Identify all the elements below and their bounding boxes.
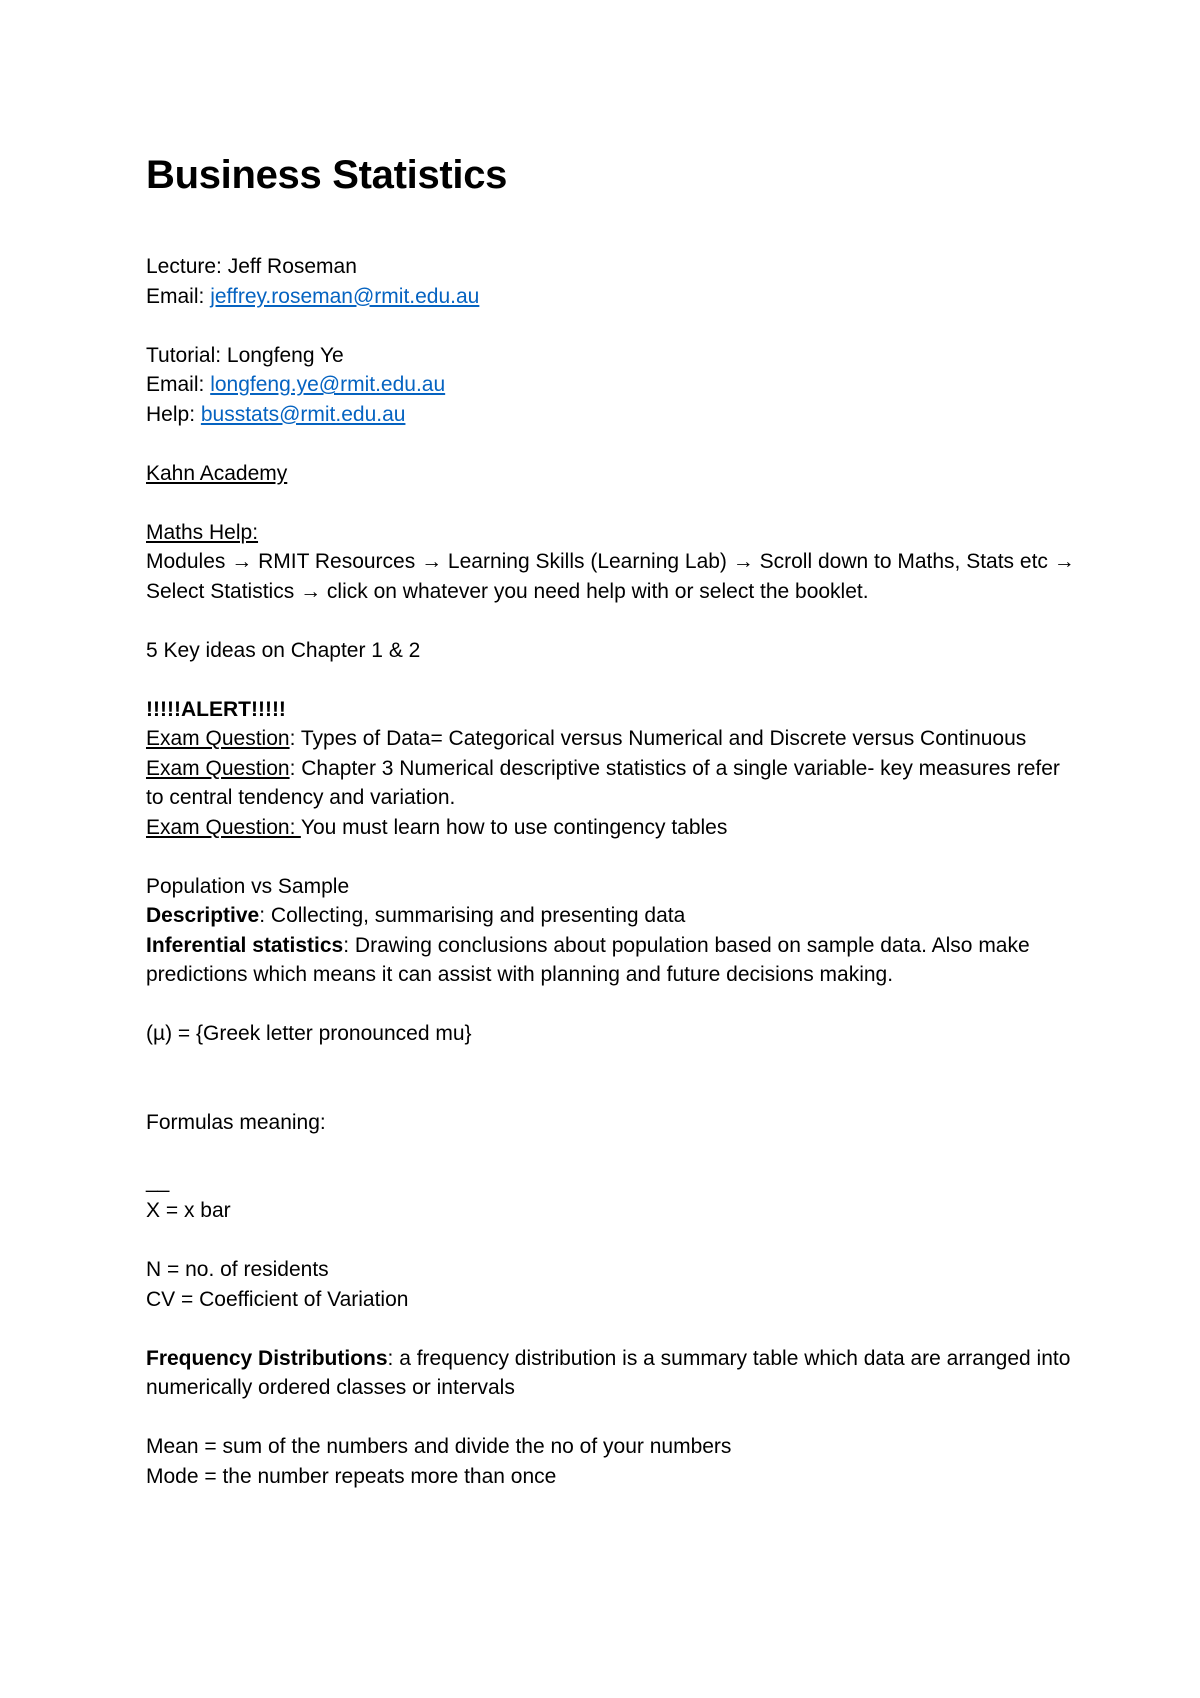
alert-heading: !!!!!ALERT!!!!! [146, 697, 286, 721]
document-body [146, 150, 1076, 1491]
inferential-definition: Inferential statistics: Drawing conclusions about population based on sample data. Also make predictions which means it can assist with planning and future decisions making. [146, 933, 1030, 986]
formulas-heading: Formulas meaning: [146, 1110, 326, 1134]
exam-question-1: Exam Question: Types of Data= Categorical versus Numerical and Discrete versus Continuous [146, 727, 1027, 750]
xbar-definition: X = x bar [146, 1199, 231, 1222]
tutorial-line: Tutorial: Longfeng Ye [146, 343, 344, 367]
page-title: Business Statistics [146, 153, 508, 197]
mu-definition: (µ) = {Greek letter pronounced mu} [146, 1022, 472, 1045]
help-email-line: Help: busstats@rmit.edu.au [146, 402, 406, 426]
exam-question-3: Exam Question: You must learn how to use contingency tables [146, 815, 728, 839]
n-definition: N = no. of residents [146, 1258, 329, 1281]
cv-definition: CV = Coefficient of Variation [146, 1287, 409, 1311]
arrow-right-icon: → [421, 550, 443, 573]
tutor-email-link[interactable]: longfeng.ye@rmit.edu.au [210, 373, 446, 396]
help-email-link[interactable]: busstats@rmit.edu.au [200, 402, 406, 426]
kahn-academy-heading: Kahn Academy [146, 461, 288, 485]
key-ideas-line: 5 Key ideas on Chapter 1 & 2 [146, 638, 421, 662]
lecturer-email-link[interactable]: jeffrey.roseman@rmit.edu.au [210, 284, 480, 308]
maths-help-heading: Maths Help: [146, 520, 259, 544]
lecture-line: Lecture: Jeff Roseman [146, 255, 357, 278]
exam-question-2: Exam Question: Chapter 3 Numerical descriptive statistics of a single variable- key measures refer to central tendency and variation. [146, 756, 1060, 809]
population-vs-sample-line: Population vs Sample [146, 874, 350, 898]
xbar-overline: __ [146, 1169, 170, 1193]
mode-definition: Mode = the number repeats more than once [146, 1464, 557, 1488]
maths-help-steps: Modules → RMIT Resources → Learning Skills (Learning Lab) → Scroll down to Maths, Stats etc → Select Statistics → click on whatever you need help with or select the booklet. [146, 550, 1075, 603]
lecture-email-line: Email: jeffrey.roseman@rmit.edu.au [146, 284, 480, 308]
lecturer-name: Jeff Roseman [227, 255, 357, 278]
descriptive-definition: Descriptive: Collecting, summarising and presenting data [146, 904, 686, 927]
arrow-right-icon: → [732, 550, 754, 573]
mean-definition: Mean = sum of the numbers and divide the no of your numbers [146, 1435, 732, 1458]
tutorial-email-line: Email: longfeng.ye@rmit.edu.au [146, 373, 446, 396]
arrow-right-icon: → [1053, 550, 1075, 573]
arrow-right-icon: → [231, 550, 253, 573]
tutor-name: Longfeng Ye [226, 343, 344, 367]
frequency-distribution-definition: Frequency Distributions: a frequency distribution is a summary table which data are arranged into numerically ordered classes or intervals [146, 1346, 1071, 1399]
arrow-right-icon: → [300, 579, 322, 603]
